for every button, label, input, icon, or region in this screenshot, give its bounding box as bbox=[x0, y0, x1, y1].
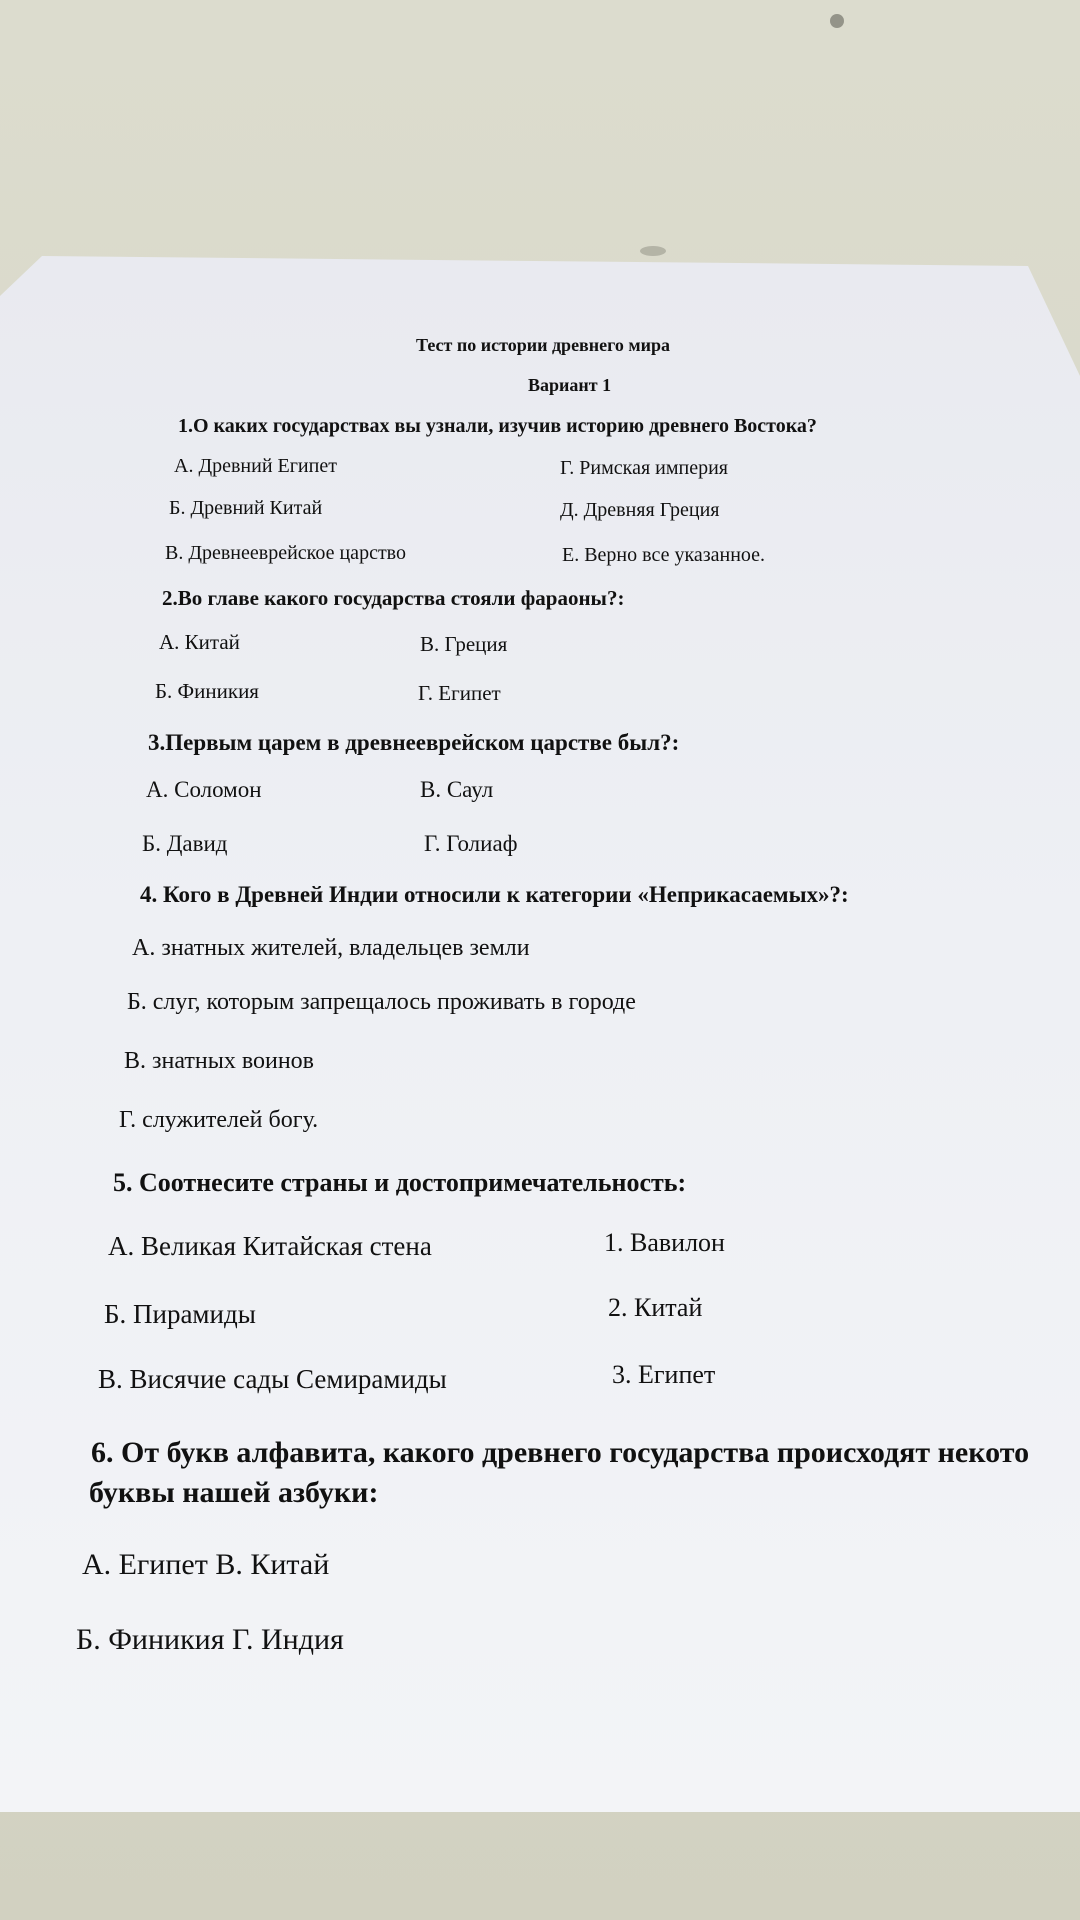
question-2: 2.Во главе какого государства стояли фараоны?: bbox=[162, 586, 625, 610]
q5-left-v: В. Висячие сады Семирамиды bbox=[98, 1364, 447, 1394]
q4-option-v: В. знатных воинов bbox=[124, 1048, 315, 1074]
question-1: 1.О каких государствах вы узнали, изучив историю древнего Востока? bbox=[178, 415, 817, 437]
q5-left-a: А. Великая Китайская стена bbox=[108, 1231, 432, 1261]
question-6-line-1: 6. От букв алфавита, какого древнего государства происходят некото bbox=[91, 1436, 1030, 1469]
q4-option-b: Б. слуг, которым запрещалось проживать в городе bbox=[127, 989, 636, 1015]
q2-option-a: А. Китай bbox=[159, 630, 240, 654]
q3-option-v: В. Саул bbox=[420, 777, 494, 802]
q1-option-e: Е. Верно все указанное. bbox=[562, 544, 766, 566]
q1-option-v: В. Древнееврейское царство bbox=[165, 542, 406, 564]
q1-option-b: Б. Древний Китай bbox=[169, 497, 323, 519]
q2-option-v: В. Греция bbox=[420, 632, 508, 656]
q1-option-d: Д. Древняя Греция bbox=[560, 499, 720, 521]
q1-option-a: А. Древний Египет bbox=[174, 455, 337, 477]
test-title: Тест по истории древнего мира bbox=[416, 335, 671, 355]
question-4: 4. Кого в Древней Индии относили к категории «Неприкасаемых»?: bbox=[140, 882, 849, 907]
q6-option-line-1: А. Египет В. Китай bbox=[82, 1548, 330, 1581]
table-stain bbox=[640, 246, 666, 256]
table-stain bbox=[830, 14, 844, 28]
q3-option-g: Г. Голиаф bbox=[424, 831, 518, 856]
q5-right-3: 3. Египет bbox=[612, 1360, 716, 1389]
q2-option-b: Б. Финикия bbox=[155, 679, 259, 703]
question-5: 5. Соотнесите страны и достопримечательность: bbox=[113, 1168, 687, 1197]
q2-option-g: Г. Египет bbox=[418, 681, 501, 705]
q5-right-1: 1. Вавилон bbox=[604, 1228, 725, 1257]
q4-option-a: А. знатных жителей, владельцев земли bbox=[132, 935, 530, 961]
q6-option-line-2: Б. Финикия Г. Индия bbox=[76, 1623, 344, 1656]
question-6-line-2: буквы нашей азбуки: bbox=[89, 1476, 379, 1509]
q3-option-b: Б. Давид bbox=[142, 831, 228, 856]
variant-label: Вариант 1 bbox=[528, 375, 612, 395]
q5-right-2: 2. Китай bbox=[608, 1293, 703, 1322]
q4-option-g: Г. служителей богу. bbox=[119, 1107, 319, 1133]
q3-option-a: А. Соломон bbox=[146, 777, 262, 802]
q5-left-b: Б. Пирамиды bbox=[104, 1299, 256, 1329]
q1-option-g: Г. Римская империя bbox=[560, 457, 728, 479]
question-3: 3.Первым царем в древнееврейском царстве был?: bbox=[148, 730, 680, 755]
